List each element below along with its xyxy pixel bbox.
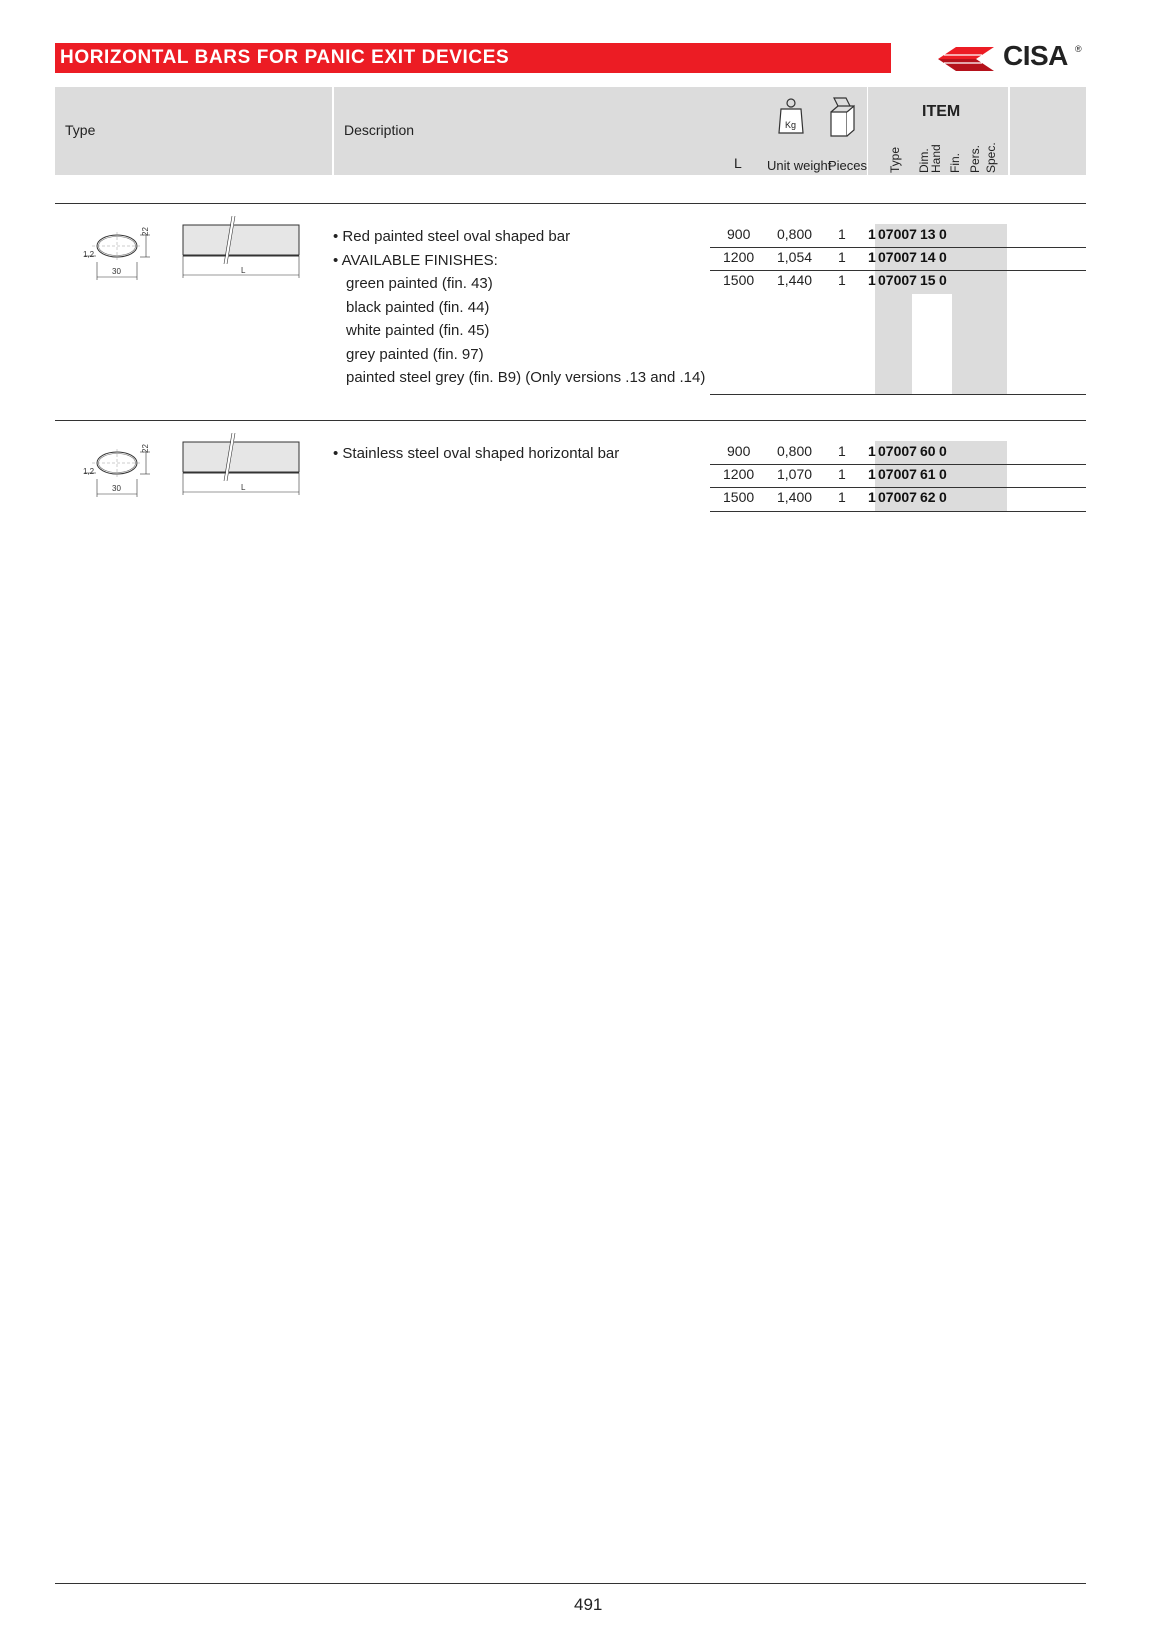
code-dim: 14 xyxy=(920,249,936,265)
drawing-length-label: L xyxy=(241,483,246,492)
item-col-type: Type xyxy=(888,146,902,173)
finish-option: grey painted (fin. 97) xyxy=(346,345,484,363)
brand-registered-mark: ® xyxy=(1075,44,1082,54)
code-fin: 0 xyxy=(939,272,947,288)
finish-option: painted steel grey (fin. B9) (Only versions .13 and .14) xyxy=(346,369,706,386)
code-main: 07007 xyxy=(878,443,917,459)
row-length: 1500 xyxy=(723,272,755,288)
item-col-hand: Hand xyxy=(929,144,943,173)
row-weight: 1,440 xyxy=(777,272,813,288)
row-length: 1500 xyxy=(723,489,755,505)
footer-divider xyxy=(55,1583,1086,1584)
header-spare-column xyxy=(1010,87,1086,175)
item-col-spec: Spec. xyxy=(984,142,998,173)
weight-icon-label: Kg xyxy=(785,120,797,130)
table-row xyxy=(710,487,1086,510)
header-divider xyxy=(332,87,334,175)
code-type: 1 xyxy=(868,489,876,505)
drawing-width-label: 30 xyxy=(112,267,121,276)
drawing-thickness-label: 1,2 xyxy=(83,250,95,259)
row-pieces: 1 xyxy=(838,272,846,288)
code-type: 1 xyxy=(868,226,876,242)
code-type: 1 xyxy=(868,249,876,265)
finish-option: white painted (fin. 45) xyxy=(346,322,490,339)
code-fin: 0 xyxy=(939,226,947,242)
description-line: • AVAILABLE FINISHES: xyxy=(333,251,498,269)
table-row xyxy=(710,464,1086,487)
item-col-pers: Pers. xyxy=(968,144,982,173)
row-weight: 0,800 xyxy=(777,226,813,242)
table-row xyxy=(710,247,1086,270)
header-length: L xyxy=(734,155,742,171)
section-divider xyxy=(55,420,1086,421)
code-fin: 0 xyxy=(939,249,947,265)
table-header-background xyxy=(55,87,867,175)
code-dim: 62 xyxy=(920,489,936,505)
item-col-dim: Dim. xyxy=(917,148,931,173)
drawing-length-label: L xyxy=(241,266,246,275)
header-type: Type xyxy=(65,122,96,138)
row-length: 900 xyxy=(727,226,751,242)
drawing-height-label: 22 xyxy=(141,227,150,236)
table-row xyxy=(710,441,1086,464)
code-dim: 13 xyxy=(920,226,936,242)
row-pieces: 1 xyxy=(838,466,846,482)
page-number: 491 xyxy=(574,1595,603,1614)
drawing-thickness-label: 1,2 xyxy=(83,467,95,476)
row-pieces: 1 xyxy=(838,249,846,265)
table-row xyxy=(710,270,1086,293)
code-fin: 0 xyxy=(939,489,947,505)
type-column-band xyxy=(875,294,912,394)
weight-icon xyxy=(777,97,805,137)
finish-option: green painted (fin. 43) xyxy=(346,275,493,292)
code-main: 07007 xyxy=(878,226,917,242)
description-line: • Stainless steel oval shaped horizontal bar xyxy=(333,445,620,462)
brand-name: CISA xyxy=(1003,40,1068,71)
code-type: 1 xyxy=(868,272,876,288)
table-row xyxy=(710,224,1086,247)
code-fin: 0 xyxy=(939,466,947,482)
row-length: 1200 xyxy=(723,466,755,482)
header-unit-weight: Unit weight xyxy=(767,158,832,173)
code-dim: 61 xyxy=(920,466,936,482)
header-pieces: Pieces xyxy=(828,158,868,173)
code-main: 07007 xyxy=(878,466,917,482)
code-type: 1 xyxy=(868,466,876,482)
section-divider xyxy=(55,203,1086,204)
code-fin: 0 xyxy=(939,443,947,459)
product-description xyxy=(333,442,619,466)
row-length: 1200 xyxy=(723,249,755,265)
header-description: Description xyxy=(344,122,415,138)
code-type: 1 xyxy=(868,443,876,459)
page-title: HORIZONTAL BARS FOR PANIC EXIT DEVICES xyxy=(60,47,510,68)
row-length: 900 xyxy=(727,443,751,459)
code-main: 07007 xyxy=(878,249,917,265)
drawing-width-label: 30 xyxy=(112,484,121,493)
row-pieces: 1 xyxy=(838,226,846,242)
code-main: 07007 xyxy=(878,272,917,288)
product-description xyxy=(333,225,705,390)
item-col-fin: Fin. xyxy=(948,152,962,173)
spec-column-band xyxy=(952,294,1007,394)
description-line: • Red painted steel oval shaped bar xyxy=(333,228,571,245)
row-divider xyxy=(710,394,1086,395)
row-weight: 1,054 xyxy=(777,249,813,265)
code-dim: 15 xyxy=(920,272,936,288)
package-box-icon xyxy=(828,96,856,138)
row-weight: 0,800 xyxy=(777,443,813,459)
finish-option: black painted (fin. 44) xyxy=(346,298,490,316)
row-divider xyxy=(710,511,1086,512)
code-dim: 60 xyxy=(920,443,936,459)
header-item: ITEM xyxy=(922,103,961,120)
row-weight: 1,070 xyxy=(777,466,813,482)
row-pieces: 1 xyxy=(838,489,846,505)
code-main: 07007 xyxy=(878,489,917,505)
drawing-height-label: 22 xyxy=(141,444,150,453)
row-weight: 1,400 xyxy=(777,489,813,505)
row-pieces: 1 xyxy=(838,443,846,459)
